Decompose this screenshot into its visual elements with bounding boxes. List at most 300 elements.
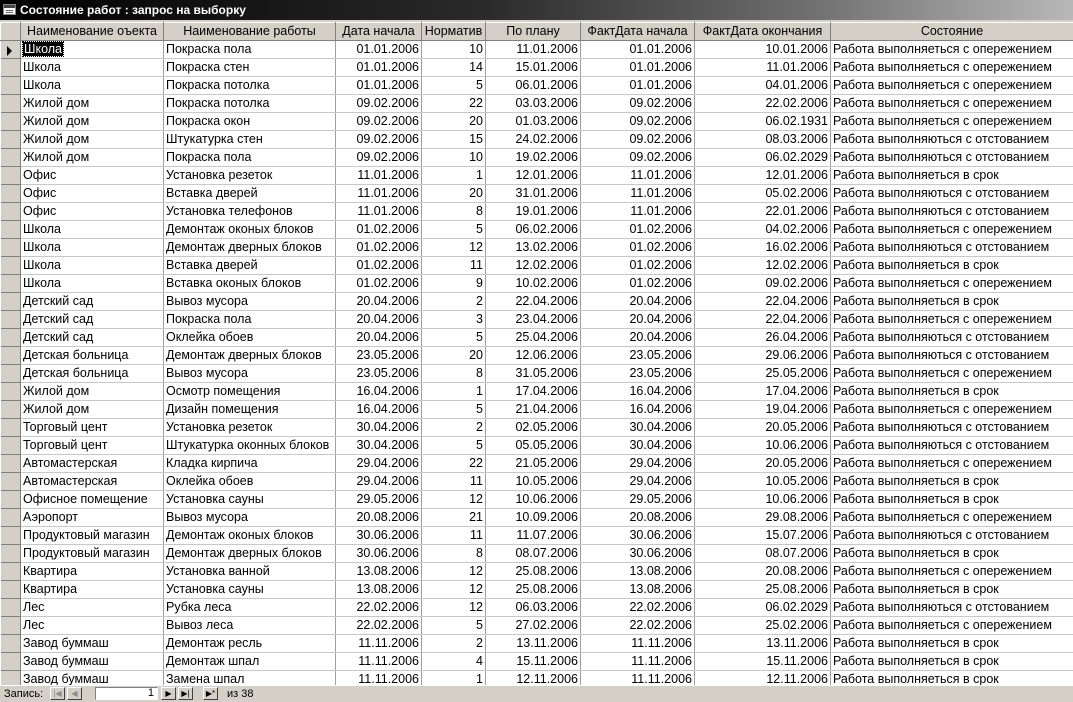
cell-planned[interactable]: 12.06.2006 <box>486 347 581 365</box>
cell-actual-end[interactable]: 22.02.2006 <box>695 95 831 113</box>
cell-work[interactable]: Установка резеток <box>164 419 336 437</box>
table-row[interactable] <box>1 131 1073 149</box>
table-row[interactable] <box>1 545 1073 563</box>
cell-planned[interactable]: 15.01.2006 <box>486 59 581 77</box>
cell-planned[interactable]: 13.02.2006 <box>486 239 581 257</box>
cell-actual-start[interactable]: 09.02.2006 <box>581 113 695 131</box>
table-row[interactable] <box>1 473 1073 491</box>
row-selector[interactable] <box>1 563 21 581</box>
cell-actual-end[interactable]: 06.02.2029 <box>695 149 831 167</box>
cell-start-date[interactable]: 23.05.2006 <box>336 365 422 383</box>
cell-actual-end[interactable]: 29.08.2006 <box>695 509 831 527</box>
cell-planned[interactable]: 13.11.2006 <box>486 635 581 653</box>
cell-norm[interactable]: 11 <box>422 473 486 491</box>
cell-actual-start[interactable]: 11.11.2006 <box>581 671 695 686</box>
cell-work[interactable]: Покраска потолка <box>164 77 336 95</box>
cell-actual-start[interactable]: 01.01.2006 <box>581 59 695 77</box>
cell-actual-start[interactable]: 20.04.2006 <box>581 293 695 311</box>
cell-norm[interactable]: 15 <box>422 131 486 149</box>
table-row[interactable] <box>1 599 1073 617</box>
cell-object[interactable]: Квартира <box>21 563 164 581</box>
cell-norm[interactable]: 20 <box>422 185 486 203</box>
cell-status[interactable]: Работа выполняеться в срок <box>831 545 1073 563</box>
cell-start-date[interactable]: 20.08.2006 <box>336 509 422 527</box>
table-row[interactable] <box>1 365 1073 383</box>
cell-planned[interactable]: 22.04.2006 <box>486 293 581 311</box>
cell-work[interactable]: Оклейка обоев <box>164 329 336 347</box>
cell-planned[interactable]: 24.02.2006 <box>486 131 581 149</box>
row-selector[interactable] <box>1 653 21 671</box>
column-header-planned[interactable]: По плану <box>486 23 581 41</box>
cell-status[interactable]: Работа выполняеться в срок <box>831 581 1073 599</box>
table-row[interactable] <box>1 401 1073 419</box>
cell-start-date[interactable]: 09.02.2006 <box>336 113 422 131</box>
cell-planned[interactable]: 15.11.2006 <box>486 653 581 671</box>
cell-object[interactable]: Квартира <box>21 581 164 599</box>
datasheet-grid[interactable] <box>0 22 1073 685</box>
cell-status[interactable]: Работа выполняеться с опережением <box>831 563 1073 581</box>
cell-object[interactable]: Торговый цент <box>21 437 164 455</box>
table-row[interactable] <box>1 113 1073 131</box>
cell-object[interactable]: Аэропорт <box>21 509 164 527</box>
cell-norm[interactable]: 5 <box>422 437 486 455</box>
cell-start-date[interactable]: 16.04.2006 <box>336 401 422 419</box>
cell-actual-end[interactable]: 20.05.2006 <box>695 419 831 437</box>
cell-planned[interactable]: 21.05.2006 <box>486 455 581 473</box>
cell-planned[interactable]: 03.03.2006 <box>486 95 581 113</box>
cell-object[interactable]: Офисное помещение <box>21 491 164 509</box>
cell-actual-end[interactable]: 13.11.2006 <box>695 635 831 653</box>
prev-record-button[interactable] <box>67 687 82 700</box>
table-row[interactable] <box>1 437 1073 455</box>
cell-status[interactable]: Работа выполняються с отстованием <box>831 599 1073 617</box>
table-row[interactable] <box>1 563 1073 581</box>
cell-work[interactable]: Вывоз леса <box>164 617 336 635</box>
table-row[interactable] <box>1 653 1073 671</box>
cell-work[interactable]: Вывоз мусора <box>164 509 336 527</box>
cell-work[interactable]: Покраска окон <box>164 113 336 131</box>
cell-actual-start[interactable]: 30.04.2006 <box>581 419 695 437</box>
cell-norm[interactable]: 5 <box>422 329 486 347</box>
cell-actual-end[interactable]: 08.07.2006 <box>695 545 831 563</box>
table-row[interactable] <box>1 383 1073 401</box>
cell-actual-start[interactable]: 29.04.2006 <box>581 473 695 491</box>
cell-object[interactable]: Автомастерская <box>21 473 164 491</box>
cell-start-date[interactable]: 09.02.2006 <box>336 149 422 167</box>
table-row[interactable] <box>1 419 1073 437</box>
cell-status[interactable]: Работа выполняеться с опережением <box>831 455 1073 473</box>
cell-work[interactable]: Вывоз мусора <box>164 365 336 383</box>
first-record-button[interactable] <box>50 687 65 700</box>
cell-work[interactable]: Демонтаж дверных блоков <box>164 545 336 563</box>
table-row[interactable] <box>1 221 1073 239</box>
cell-start-date[interactable]: 22.02.2006 <box>336 617 422 635</box>
cell-planned[interactable]: 01.03.2006 <box>486 113 581 131</box>
row-selector[interactable] <box>1 671 21 686</box>
cell-status[interactable]: Работа выполняеться с опережением <box>831 365 1073 383</box>
row-selector[interactable] <box>1 257 21 275</box>
cell-actual-start[interactable]: 22.02.2006 <box>581 599 695 617</box>
cell-start-date[interactable]: 20.04.2006 <box>336 329 422 347</box>
cell-work[interactable]: Установка сауны <box>164 581 336 599</box>
table-row[interactable] <box>1 95 1073 113</box>
cell-work[interactable]: Покраска пола <box>164 149 336 167</box>
cell-norm[interactable]: 5 <box>422 617 486 635</box>
cell-planned[interactable]: 06.01.2006 <box>486 77 581 95</box>
cell-norm[interactable]: 14 <box>422 59 486 77</box>
row-selector[interactable] <box>1 599 21 617</box>
cell-object[interactable]: Жилой дом <box>21 113 164 131</box>
cell-norm[interactable]: 12 <box>422 491 486 509</box>
cell-planned[interactable]: 10.09.2006 <box>486 509 581 527</box>
row-selector[interactable] <box>1 95 21 113</box>
cell-work[interactable]: Штукатурка оконных блоков <box>164 437 336 455</box>
cell-work[interactable]: Оклейка обоев <box>164 473 336 491</box>
cell-norm[interactable]: 8 <box>422 203 486 221</box>
cell-actual-end[interactable]: 20.05.2006 <box>695 455 831 473</box>
cell-norm[interactable]: 1 <box>422 671 486 686</box>
cell-planned[interactable]: 25.04.2006 <box>486 329 581 347</box>
row-selector[interactable] <box>1 239 21 257</box>
cell-norm[interactable]: 9 <box>422 275 486 293</box>
table-row[interactable] <box>1 185 1073 203</box>
cell-actual-end[interactable]: 20.08.2006 <box>695 563 831 581</box>
row-selector[interactable] <box>1 401 21 419</box>
cell-norm[interactable]: 22 <box>422 455 486 473</box>
cell-object[interactable]: Школа <box>21 221 164 239</box>
cell-planned[interactable]: 21.04.2006 <box>486 401 581 419</box>
cell-object[interactable]: Детский сад <box>21 293 164 311</box>
cell-planned[interactable]: 23.04.2006 <box>486 311 581 329</box>
cell-object[interactable]: Продуктовый магазин <box>21 527 164 545</box>
cell-work[interactable]: Вставка дверей <box>164 185 336 203</box>
cell-status[interactable]: Работа выполняеться с опережением <box>831 311 1073 329</box>
cell-norm[interactable]: 10 <box>422 41 486 59</box>
cell-norm[interactable]: 5 <box>422 401 486 419</box>
cell-start-date[interactable]: 11.11.2006 <box>336 635 422 653</box>
cell-actual-start[interactable]: 23.05.2006 <box>581 365 695 383</box>
cell-planned[interactable]: 12.11.2006 <box>486 671 581 686</box>
column-header-actual-start[interactable]: ФактДата начала <box>581 23 695 41</box>
cell-object[interactable]: Продуктовый магазин <box>21 545 164 563</box>
cell-object[interactable]: Жилой дом <box>21 131 164 149</box>
cell-work[interactable]: Рубка леса <box>164 599 336 617</box>
row-selector[interactable] <box>1 383 21 401</box>
cell-object[interactable]: Завод буммаш <box>21 671 164 686</box>
cell-status[interactable]: Работа выполняються с отстованием <box>831 239 1073 257</box>
cell-status[interactable]: Работа выполняеться с опережением <box>831 221 1073 239</box>
cell-norm[interactable]: 20 <box>422 347 486 365</box>
cell-work[interactable]: Демонтаж оконых блоков <box>164 527 336 545</box>
cell-start-date[interactable]: 01.01.2006 <box>336 41 422 59</box>
table-row[interactable] <box>1 617 1073 635</box>
cell-actual-end[interactable]: 10.06.2006 <box>695 437 831 455</box>
cell-actual-end[interactable]: 04.02.2006 <box>695 221 831 239</box>
cell-actual-start[interactable]: 20.04.2006 <box>581 329 695 347</box>
cell-object[interactable]: Школа <box>21 41 164 59</box>
cell-start-date[interactable]: 13.08.2006 <box>336 563 422 581</box>
cell-status[interactable]: Работа выполняеться в срок <box>831 257 1073 275</box>
cell-actual-start[interactable]: 09.02.2006 <box>581 131 695 149</box>
cell-actual-end[interactable]: 22.04.2006 <box>695 311 831 329</box>
cell-actual-end[interactable]: 16.02.2006 <box>695 239 831 257</box>
table-row[interactable] <box>1 293 1073 311</box>
column-header-status[interactable]: Состояние <box>831 23 1073 41</box>
cell-actual-start[interactable]: 16.04.2006 <box>581 383 695 401</box>
cell-norm[interactable]: 12 <box>422 599 486 617</box>
row-selector[interactable] <box>1 329 21 347</box>
cell-object[interactable]: Школа <box>21 275 164 293</box>
table-row[interactable] <box>1 59 1073 77</box>
cell-object[interactable]: Жилой дом <box>21 401 164 419</box>
row-selector[interactable] <box>1 221 21 239</box>
cell-actual-start[interactable]: 20.04.2006 <box>581 311 695 329</box>
cell-work[interactable]: Установка сауны <box>164 491 336 509</box>
cell-object[interactable]: Детский сад <box>21 329 164 347</box>
cell-actual-start[interactable]: 09.02.2006 <box>581 95 695 113</box>
cell-status[interactable]: Работа выполняеться с опережением <box>831 41 1073 59</box>
cell-actual-end[interactable]: 06.02.2029 <box>695 599 831 617</box>
cell-start-date[interactable]: 20.04.2006 <box>336 293 422 311</box>
cell-work[interactable]: Покраска пола <box>164 311 336 329</box>
row-selector[interactable] <box>1 365 21 383</box>
cell-actual-end[interactable]: 06.02.1931 <box>695 113 831 131</box>
cell-planned[interactable]: 25.08.2006 <box>486 581 581 599</box>
cell-norm[interactable]: 4 <box>422 653 486 671</box>
cell-work[interactable]: Установка резеток <box>164 167 336 185</box>
table-row[interactable] <box>1 77 1073 95</box>
cell-actual-end[interactable]: 04.01.2006 <box>695 77 831 95</box>
cell-planned[interactable]: 25.08.2006 <box>486 563 581 581</box>
current-record-input[interactable]: 1 <box>95 687 158 700</box>
cell-status[interactable]: Работа выполняеться с опережением <box>831 617 1073 635</box>
cell-norm[interactable]: 20 <box>422 113 486 131</box>
cell-object[interactable]: Жилой дом <box>21 383 164 401</box>
cell-work[interactable]: Установка ванной <box>164 563 336 581</box>
cell-planned[interactable]: 10.05.2006 <box>486 473 581 491</box>
title-bar[interactable] <box>0 0 1073 20</box>
cell-status[interactable]: Работа выполняеться с опережением <box>831 59 1073 77</box>
cell-status[interactable]: Работа выполняеться в срок <box>831 293 1073 311</box>
last-record-button[interactable] <box>178 687 193 700</box>
cell-norm[interactable]: 21 <box>422 509 486 527</box>
table-row[interactable] <box>1 149 1073 167</box>
row-selector[interactable] <box>1 455 21 473</box>
table-row[interactable] <box>1 455 1073 473</box>
cell-start-date[interactable]: 01.02.2006 <box>336 257 422 275</box>
cell-norm[interactable]: 12 <box>422 239 486 257</box>
cell-norm[interactable]: 1 <box>422 167 486 185</box>
cell-actual-start[interactable]: 01.01.2006 <box>581 41 695 59</box>
cell-work[interactable]: Дизайн помещения <box>164 401 336 419</box>
cell-start-date[interactable]: 11.01.2006 <box>336 167 422 185</box>
cell-actual-end[interactable]: 10.06.2006 <box>695 491 831 509</box>
cell-object[interactable]: Завод буммаш <box>21 653 164 671</box>
cell-planned[interactable]: 12.02.2006 <box>486 257 581 275</box>
table-row[interactable] <box>1 257 1073 275</box>
cell-start-date[interactable]: 30.04.2006 <box>336 419 422 437</box>
cell-status[interactable]: Работа выполняеться в срок <box>831 383 1073 401</box>
cell-start-date[interactable]: 30.06.2006 <box>336 545 422 563</box>
cell-object[interactable]: Лес <box>21 617 164 635</box>
cell-planned[interactable]: 19.02.2006 <box>486 149 581 167</box>
new-record-button[interactable] <box>203 687 218 700</box>
next-record-button[interactable] <box>161 687 176 700</box>
column-header-work[interactable]: Наименование работы <box>164 23 336 41</box>
cell-work[interactable]: Вывоз мусора <box>164 293 336 311</box>
cell-norm[interactable]: 5 <box>422 77 486 95</box>
row-selector[interactable] <box>1 149 21 167</box>
cell-work[interactable]: Покраска пола <box>164 41 336 59</box>
cell-actual-start[interactable]: 11.11.2006 <box>581 653 695 671</box>
select-all-corner[interactable] <box>1 23 21 41</box>
row-selector[interactable] <box>1 527 21 545</box>
cell-actual-start[interactable]: 29.05.2006 <box>581 491 695 509</box>
cell-norm[interactable]: 2 <box>422 419 486 437</box>
cell-planned[interactable]: 12.01.2006 <box>486 167 581 185</box>
cell-norm[interactable]: 12 <box>422 563 486 581</box>
cell-norm[interactable]: 22 <box>422 95 486 113</box>
table-row[interactable] <box>1 41 1073 59</box>
cell-start-date[interactable]: 23.05.2006 <box>336 347 422 365</box>
row-selector[interactable] <box>1 473 21 491</box>
cell-actual-end[interactable]: 17.04.2006 <box>695 383 831 401</box>
cell-actual-end[interactable]: 25.05.2006 <box>695 365 831 383</box>
cell-planned[interactable]: 27.02.2006 <box>486 617 581 635</box>
table-row[interactable] <box>1 329 1073 347</box>
cell-norm[interactable]: 10 <box>422 149 486 167</box>
table-row[interactable] <box>1 635 1073 653</box>
cell-work[interactable]: Установка телефонов <box>164 203 336 221</box>
cell-actual-start[interactable]: 20.08.2006 <box>581 509 695 527</box>
cell-start-date[interactable]: 11.11.2006 <box>336 671 422 686</box>
cell-actual-end[interactable]: 12.01.2006 <box>695 167 831 185</box>
row-selector[interactable] <box>1 491 21 509</box>
cell-actual-start[interactable]: 23.05.2006 <box>581 347 695 365</box>
row-selector[interactable] <box>1 59 21 77</box>
cell-actual-start[interactable]: 13.08.2006 <box>581 581 695 599</box>
cell-status[interactable]: Работа выполняються с отстованием <box>831 185 1073 203</box>
cell-status[interactable]: Работа выполняються с отстованием <box>831 329 1073 347</box>
cell-status[interactable]: Работа выполняються с отстованием <box>831 419 1073 437</box>
cell-actual-start[interactable]: 29.04.2006 <box>581 455 695 473</box>
cell-actual-end[interactable]: 12.02.2006 <box>695 257 831 275</box>
row-selector[interactable] <box>1 275 21 293</box>
cell-norm[interactable]: 5 <box>422 221 486 239</box>
cell-planned[interactable]: 11.07.2006 <box>486 527 581 545</box>
cell-object[interactable]: Лес <box>21 599 164 617</box>
cell-object[interactable]: Офис <box>21 185 164 203</box>
column-header-norm[interactable]: Норматив <box>422 23 486 41</box>
table-row[interactable] <box>1 491 1073 509</box>
cell-start-date[interactable]: 01.01.2006 <box>336 59 422 77</box>
cell-object[interactable]: Школа <box>21 77 164 95</box>
cell-start-date[interactable]: 01.02.2006 <box>336 239 422 257</box>
cell-planned[interactable]: 17.04.2006 <box>486 383 581 401</box>
column-header-actual-end[interactable]: ФактДата окончания <box>695 23 831 41</box>
cell-object[interactable]: Офис <box>21 167 164 185</box>
table-row[interactable] <box>1 671 1073 686</box>
cell-start-date[interactable]: 09.02.2006 <box>336 95 422 113</box>
cell-planned[interactable]: 31.05.2006 <box>486 365 581 383</box>
cell-status[interactable]: Работа выполняються с отстованием <box>831 437 1073 455</box>
cell-status[interactable]: Работа выполняються с отстованием <box>831 347 1073 365</box>
cell-planned[interactable]: 11.01.2006 <box>486 41 581 59</box>
cell-start-date[interactable]: 09.02.2006 <box>336 131 422 149</box>
cell-object[interactable]: Завод буммаш <box>21 635 164 653</box>
cell-work[interactable]: Покраска потолка <box>164 95 336 113</box>
cell-start-date[interactable]: 22.02.2006 <box>336 599 422 617</box>
cell-start-date[interactable]: 29.05.2006 <box>336 491 422 509</box>
cell-planned[interactable]: 06.03.2006 <box>486 599 581 617</box>
cell-planned[interactable]: 05.05.2006 <box>486 437 581 455</box>
cell-actual-start[interactable]: 09.02.2006 <box>581 149 695 167</box>
cell-planned[interactable]: 06.02.2006 <box>486 221 581 239</box>
cell-object[interactable]: Школа <box>21 257 164 275</box>
cell-start-date[interactable]: 01.02.2006 <box>336 275 422 293</box>
cell-planned[interactable]: 10.02.2006 <box>486 275 581 293</box>
cell-actual-start[interactable]: 01.02.2006 <box>581 239 695 257</box>
table-row[interactable] <box>1 509 1073 527</box>
cell-actual-end[interactable]: 29.06.2006 <box>695 347 831 365</box>
cell-planned[interactable]: 10.06.2006 <box>486 491 581 509</box>
cell-status[interactable]: Работа выполняеться в срок <box>831 491 1073 509</box>
cell-actual-start[interactable]: 01.02.2006 <box>581 257 695 275</box>
row-selector[interactable] <box>1 419 21 437</box>
cell-start-date[interactable]: 11.11.2006 <box>336 653 422 671</box>
row-selector[interactable] <box>1 311 21 329</box>
cell-start-date[interactable]: 13.08.2006 <box>336 581 422 599</box>
row-selector[interactable] <box>1 581 21 599</box>
cell-actual-end[interactable]: 25.02.2006 <box>695 617 831 635</box>
table-row[interactable] <box>1 167 1073 185</box>
row-selector[interactable] <box>1 437 21 455</box>
table-row[interactable] <box>1 527 1073 545</box>
table-row[interactable] <box>1 239 1073 257</box>
cell-status[interactable]: Работа выполняеться в срок <box>831 635 1073 653</box>
cell-status[interactable]: Работа выполняються с отстованием <box>831 131 1073 149</box>
cell-planned[interactable]: 08.07.2006 <box>486 545 581 563</box>
cell-status[interactable]: Работа выполняеться с опережением <box>831 275 1073 293</box>
row-selector[interactable] <box>1 635 21 653</box>
column-header-object[interactable]: Наименование оъекта <box>21 23 164 41</box>
row-selector[interactable] <box>1 347 21 365</box>
cell-actual-end[interactable]: 22.01.2006 <box>695 203 831 221</box>
cell-status[interactable]: Работа выполняеться в срок <box>831 167 1073 185</box>
cell-work[interactable]: Демонтаж ресль <box>164 635 336 653</box>
row-selector[interactable] <box>1 509 21 527</box>
cell-status[interactable]: Работа выполняеться в срок <box>831 653 1073 671</box>
cell-actual-start[interactable]: 11.01.2006 <box>581 203 695 221</box>
row-selector[interactable] <box>1 77 21 95</box>
cell-planned[interactable]: 19.01.2006 <box>486 203 581 221</box>
cell-object[interactable]: Торговый цент <box>21 419 164 437</box>
cell-start-date[interactable]: 11.01.2006 <box>336 185 422 203</box>
cell-actual-start[interactable]: 30.06.2006 <box>581 545 695 563</box>
row-selector[interactable] <box>1 617 21 635</box>
cell-actual-end[interactable]: 08.03.2006 <box>695 131 831 149</box>
cell-norm[interactable]: 8 <box>422 365 486 383</box>
cell-actual-end[interactable]: 25.08.2006 <box>695 581 831 599</box>
table-row[interactable] <box>1 347 1073 365</box>
cell-status[interactable]: Работа выполняеться с опережением <box>831 401 1073 419</box>
cell-actual-end[interactable]: 05.02.2006 <box>695 185 831 203</box>
cell-start-date[interactable]: 20.04.2006 <box>336 311 422 329</box>
cell-norm[interactable]: 2 <box>422 635 486 653</box>
cell-object[interactable]: Детский сад <box>21 311 164 329</box>
cell-object[interactable]: Жилой дом <box>21 95 164 113</box>
cell-status[interactable]: Работа выполняеться с опережением <box>831 77 1073 95</box>
